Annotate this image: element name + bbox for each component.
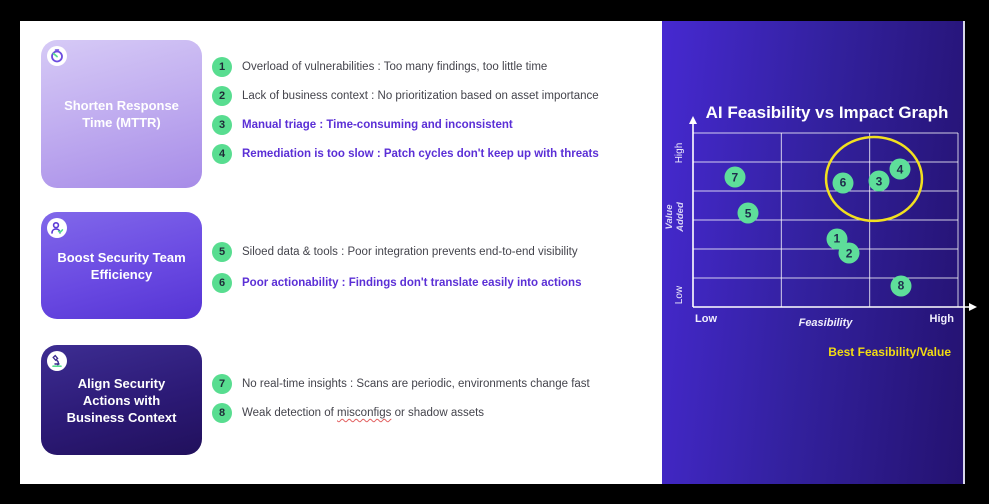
pain-point-row-5 — [212, 242, 578, 262]
item-text: Lack of business context : No prioritization based on asset importance — [242, 90, 599, 102]
y-axis-high-label: High — [674, 142, 685, 164]
chart-title: AI Feasibility vs Impact Graph — [705, 103, 949, 122]
card-title: Boost Security Team Efficiency — [57, 249, 186, 282]
item-text: Poor actionability : Findings don't translate easily into actions — [242, 277, 582, 289]
pain-point-row-8 — [212, 403, 484, 423]
item-number-badge: 6 — [212, 273, 232, 293]
timer-icon — [47, 46, 67, 66]
pain-point-row-1 — [212, 57, 547, 77]
x-axis-low-label: Low — [695, 313, 717, 325]
item-text: Weak detection of misconfigs or shadow assets — [242, 407, 485, 419]
item-text: No real-time insights : Scans are periodic, environments change fast — [242, 378, 590, 390]
item-text: Manual triage : Time-consuming and inconsistent — [242, 119, 513, 131]
feasibility-panel — [662, 21, 965, 484]
pain-point-row-6 — [212, 273, 581, 293]
item-text: Overload of vulnerabilities : Too many findings, too little time — [242, 61, 548, 73]
spellcheck-word: misconfigs — [337, 407, 392, 419]
card-title: Shorten Response Time (MTTR) — [64, 98, 179, 130]
x-axis-arrow — [969, 303, 977, 311]
item-number-badge: 3 — [212, 115, 232, 135]
y-axis-low-label: Low — [674, 285, 685, 305]
chart-point-4: 4 — [889, 159, 910, 180]
item-number-badge: 5 — [212, 242, 232, 262]
item-text: Remediation is too slow : Patch cycles don't keep up with threats — [242, 148, 599, 160]
card-align-business-context — [41, 345, 202, 455]
pain-point-row-7 — [212, 374, 590, 394]
item-number-badge: 7 — [212, 374, 232, 394]
pain-point-row-3 — [212, 115, 513, 135]
x-axis-title: Feasibility — [798, 317, 853, 329]
y-axis-title: Value Added — [664, 202, 686, 232]
pain-point-row-2 — [212, 86, 599, 106]
microscope-icon — [47, 351, 67, 371]
user-check-icon — [47, 218, 67, 238]
chart-point-5: 5 — [738, 203, 759, 224]
best-feasibility-value-label: Best Feasibility/Value — [828, 345, 951, 359]
card-shorten-response-time — [41, 40, 202, 188]
plot-grid-svg — [693, 133, 958, 307]
item-number-badge: 1 — [212, 57, 232, 77]
pain-point-row-4 — [212, 144, 599, 164]
chart-point-6: 6 — [832, 172, 853, 193]
feasibility-impact-plot — [664, 133, 958, 329]
chart-point-8: 8 — [891, 275, 912, 296]
card-boost-team-efficiency — [41, 212, 202, 319]
chart-point-2: 2 — [839, 243, 860, 264]
chart-point-1: 1 — [826, 228, 847, 249]
x-axis-high-label: High — [929, 313, 954, 325]
item-number-badge: 2 — [212, 86, 232, 106]
item-text: Siloed data & tools : Poor integration prevents end-to-end visibility — [242, 246, 578, 258]
item-number-badge: 4 — [212, 144, 232, 164]
chart-point-3: 3 — [869, 171, 890, 192]
item-number-badge: 8 — [212, 403, 232, 423]
chart-point-7: 7 — [724, 167, 745, 188]
card-title: Align Security Actions with Business Context — [66, 375, 177, 425]
slide — [20, 21, 965, 484]
